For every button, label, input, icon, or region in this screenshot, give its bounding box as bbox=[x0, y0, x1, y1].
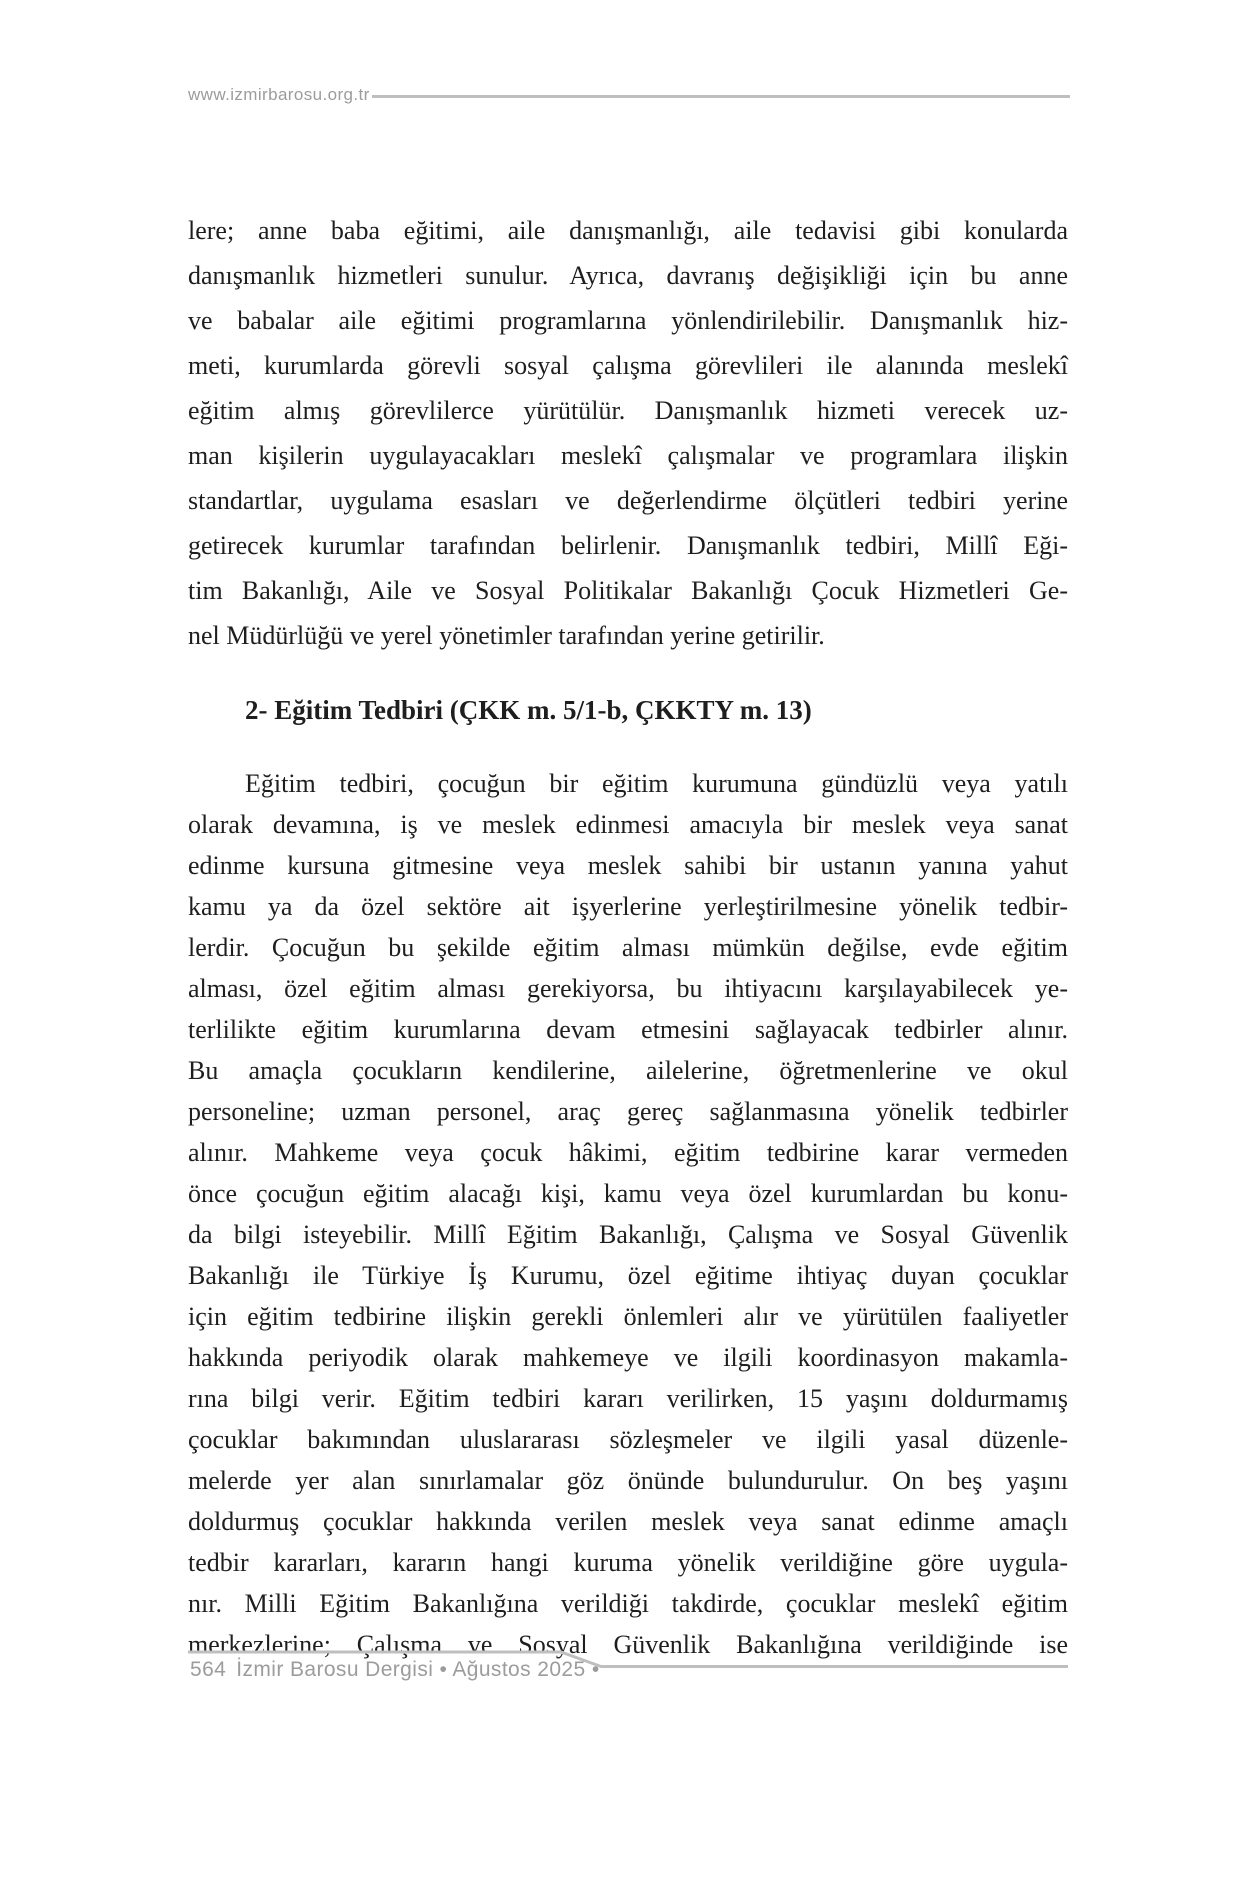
text-line: için eğitim tedbirine ilişkin gerekli önlemleri alır ve yürütülen faaliyetler bbox=[188, 1302, 1068, 1331]
text-line: doldurmuş çocuklar hakkında verilen meslek veya sanat edinme amaçlı bbox=[188, 1507, 1068, 1536]
text-line: melerde yer alan sınırlamalar göz önünde bulundurulur. On beş yaşını bbox=[188, 1466, 1068, 1495]
text-line: lere; anne baba eğitimi, aile danışmanlığı, aile tedavisi gibi konularda bbox=[188, 216, 1068, 245]
text-line: terlilikte eğitim kurumlarına devam etmesini sağlayacak tedbirler alınır. bbox=[188, 1015, 1068, 1044]
text-line: nel Müdürlüğü ve yerel yönetimler tarafından yerine getirilir. bbox=[188, 621, 825, 650]
text-line: kamu ya da özel sektöre ait işyerlerine yerleştirilmesine yönelik tedbir- bbox=[188, 892, 1068, 921]
text-line: merkezlerine; Çalışma ve Sosyal Güvenlik Bakanlığına verildiğinde ise bbox=[188, 1630, 1068, 1659]
text-line: alınır. Mahkeme veya çocuk hâkimi, eğitim tedbirine karar vermeden bbox=[188, 1138, 1068, 1167]
text-line: meti, kurumlarda görevli sosyal çalışma görevlileri ile alanında meslekî bbox=[188, 351, 1068, 380]
text-line: alması, özel eğitim alması gerekiyorsa, bu ihtiyacını karşılayabilecek ye- bbox=[188, 974, 1068, 1003]
paragraph bbox=[188, 763, 1068, 1665]
text-line: getirecek kurumlar tarafından belirlenir. Danışmanlık tedbiri, Millî Eği- bbox=[188, 531, 1068, 560]
page-header bbox=[188, 86, 1070, 103]
text-line: danışmanlık hizmetleri sunulur. Ayrıca, davranış değişikliği için bu anne bbox=[188, 261, 1068, 290]
page-number: 564 bbox=[190, 1658, 227, 1681]
text-line: edinme kursuna gitmesine veya meslek sahibi bir ustanın yanına yahut bbox=[188, 851, 1068, 880]
section-heading: 2- Eğitim Tedbiri (ÇKK m. 5/1-b, ÇKKTY m. 13) bbox=[245, 695, 812, 725]
header-rule bbox=[372, 95, 1070, 98]
text-line: lerdir. Çocuğun bu şekilde eğitim alması mümkün değilse, evde eğitim bbox=[188, 933, 1068, 962]
journal-title: İzmir Barosu Dergisi • Ağustos 2025 • bbox=[236, 1658, 600, 1681]
text-line: olarak devamına, iş ve meslek edinmesi amacıyla bir meslek veya sanat bbox=[188, 810, 1068, 839]
page-footer bbox=[190, 1658, 600, 1681]
text-line: tedbir kararları, kararın hangi kuruma yönelik verildiğine göre uygula- bbox=[188, 1548, 1068, 1577]
text-line: nır. Milli Eğitim Bakanlığına verildiği takdirde, çocuklar meslekî eğitim bbox=[188, 1589, 1068, 1618]
paragraph bbox=[188, 208, 1068, 658]
header-url: www.izmirbarosu.org.tr bbox=[188, 85, 370, 104]
text-line: Bakanlığı ile Türkiye İş Kurumu, özel eğitime ihtiyaç duyan çocuklar bbox=[188, 1261, 1068, 1290]
text-line: rına bilgi verir. Eğitim tedbiri kararı verilirken, 15 yaşını doldurmamış bbox=[188, 1384, 1068, 1413]
text-line: man kişilerin uygulayacakları meslekî çalışmalar ve programlara ilişkin bbox=[188, 441, 1068, 470]
text-line: tim Bakanlığı, Aile ve Sosyal Politikalar Bakanlığı Çocuk Hizmetleri Ge- bbox=[188, 576, 1068, 605]
page-body bbox=[188, 208, 1068, 1665]
text-line: hakkında periyodik olarak mahkemeye ve ilgili koordinasyon makamla- bbox=[188, 1343, 1068, 1372]
text-line: personeline; uzman personel, araç gereç sağlanmasına yönelik tedbirler bbox=[188, 1097, 1068, 1126]
text-line: da bilgi isteyebilir. Millî Eğitim Bakanlığı, Çalışma ve Sosyal Güvenlik bbox=[188, 1220, 1068, 1249]
text-line: önce çocuğun eğitim alacağı kişi, kamu veya özel kurumlardan bu konu- bbox=[188, 1179, 1068, 1208]
text-line: Eğitim tedbiri, çocuğun bir eğitim kurumuna gündüzlü veya yatılı bbox=[245, 769, 1068, 798]
text-line: çocuklar bakımından uluslararası sözleşmeler ve ilgili yasal düzenle- bbox=[188, 1425, 1068, 1454]
text-line: standartlar, uygulama esasları ve değerlendirme ölçütleri tedbiri yerine bbox=[188, 486, 1068, 515]
text-line: Bu amaçla çocukların kendilerine, ailelerine, öğretmenlerine ve okul bbox=[188, 1056, 1068, 1085]
text-line: eğitim almış görevlilerce yürütülür. Danışmanlık hizmeti verecek uz- bbox=[188, 396, 1068, 425]
text-line: ve babalar aile eğitimi programlarına yönlendirilebilir. Danışmanlık hiz- bbox=[188, 306, 1068, 335]
